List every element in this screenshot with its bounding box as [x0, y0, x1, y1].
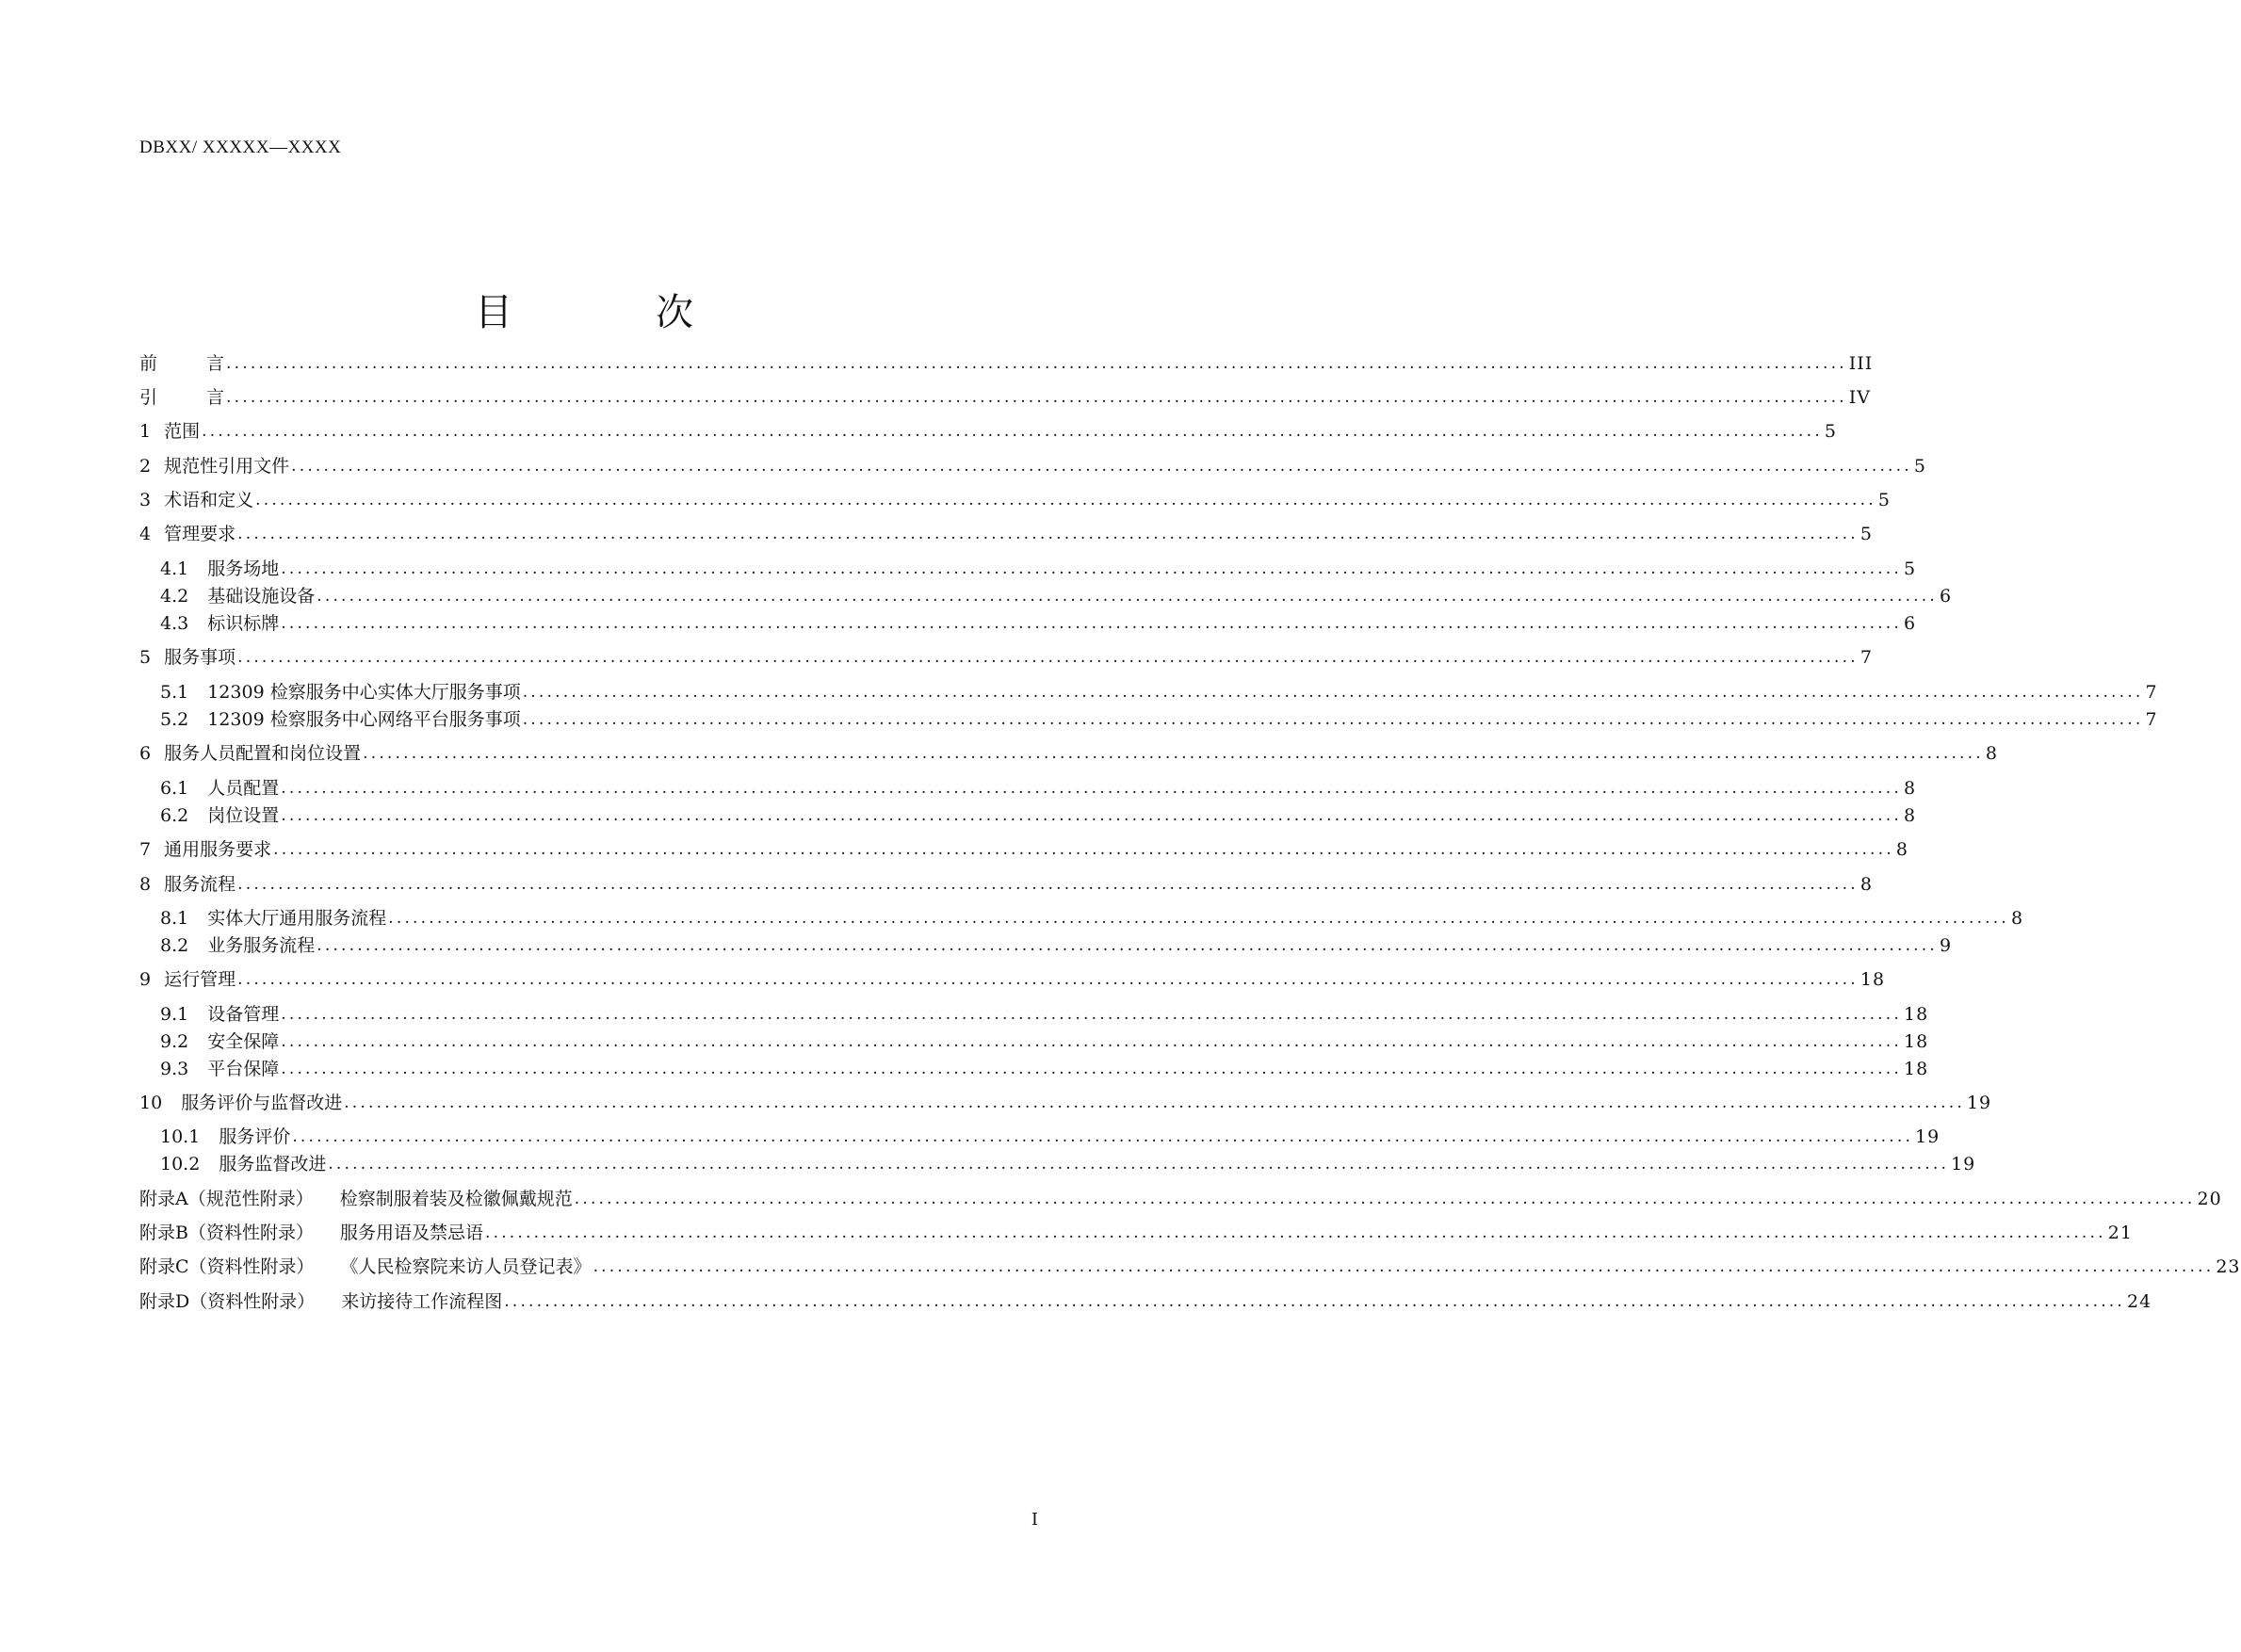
toc-entry-number: 1	[139, 421, 152, 442]
toc-entry[interactable]	[160, 931, 1953, 960]
toc-entry-number: 7	[139, 839, 152, 860]
toc-entry-page: 5	[1913, 456, 1926, 477]
toc-entry[interactable]	[139, 739, 1998, 768]
toc-entry[interactable]	[139, 1089, 1992, 1117]
toc-entry-number: 5.2	[160, 709, 189, 730]
toc-dot-leader: ........................................................................................................................................................................................................	[226, 354, 1847, 373]
toc-entry-number: 9.2	[160, 1031, 189, 1052]
toc-entry-page: 24	[2127, 1291, 2152, 1312]
toc-dot-leader: ........................................................................................................................................................................................................	[273, 840, 1894, 859]
toc-entry-page: 8	[1859, 874, 1873, 895]
toc-entry-page: 5	[1859, 524, 1873, 544]
toc-entry-number: 引	[139, 387, 158, 408]
toc-dot-leader: ........................................................................................................................................................................................................	[344, 1093, 1965, 1112]
toc-entry[interactable]	[160, 609, 1917, 638]
toc-entry-page: 21	[2107, 1223, 2133, 1243]
toc-dot-leader: ........................................................................................................................................................................................................	[281, 1060, 1902, 1078]
toc-entry-page: IV	[1848, 387, 1872, 408]
toc-entry-page: 18	[1904, 1004, 1929, 1025]
toc-entry-page: 18	[1904, 1031, 1929, 1052]
toc-dot-leader: ........................................................................................................................................................................................................	[317, 587, 1938, 606]
toc-dot-leader: ........................................................................................................................................................................................................	[292, 1127, 1914, 1146]
toc-entry-number: 2	[139, 456, 152, 477]
toc-entry[interactable]	[139, 835, 1908, 864]
toc-dot-leader: ........................................................................................................................................................................................................	[317, 936, 1938, 955]
toc-entry[interactable]	[160, 705, 2158, 734]
toc-entry-number: 8.1	[160, 908, 189, 929]
toc-dot-leader: ........................................................................................................................................................................................................	[522, 710, 2144, 729]
toc-entry-label: 检察制服着装及检徽佩戴规范	[339, 1189, 573, 1209]
toc-entry-number: 附录B（资料性附录）	[139, 1223, 314, 1243]
toc-entry-label: 服务评价	[219, 1126, 291, 1147]
toc-entry-label: 服务监督改进	[219, 1154, 327, 1174]
toc-entry[interactable]	[139, 965, 1886, 994]
toc-dot-leader: ........................................................................................................................................................................................................	[226, 388, 1847, 407]
toc-entry-label: 服务流程	[164, 874, 236, 895]
toc-dot-leader: ........................................................................................................................................................................................................	[281, 1005, 1902, 1024]
toc-dot-leader: ........................................................................................................................................................................................................	[388, 909, 2009, 928]
toc-entry-label: 标识标牌	[207, 613, 280, 634]
toc-entry-page: 5	[1824, 421, 1837, 442]
toc-entry-number: 10.1	[160, 1126, 201, 1147]
toc-entry-label: 术语和定义	[164, 490, 254, 510]
toc-entry-number: 前	[139, 353, 158, 374]
toc-entry[interactable]	[160, 678, 2158, 706]
toc-entry-page: III	[1848, 353, 1874, 374]
toc-entry-label: 《人民检察院来访人员登记表》	[340, 1256, 592, 1277]
toc-entry-label: 规范性引用文件	[164, 456, 290, 477]
toc-entry-number: 附录A（规范性附录）	[139, 1189, 314, 1209]
toc-entry[interactable]	[139, 417, 1837, 445]
toc-entry[interactable]	[139, 1185, 2222, 1213]
toc-dot-leader: ........................................................................................................................................................................................................	[281, 559, 1902, 578]
toc-entry-label: 言	[171, 353, 225, 374]
toc-entry-page: 18	[1859, 969, 1886, 990]
toc-entry[interactable]	[139, 643, 1873, 672]
toc-entry-label: 服务用语及禁忌语	[339, 1223, 483, 1243]
toc-entry-label: 岗位设置	[207, 805, 280, 826]
toc-entry-label: 服务人员配置和岗位设置	[164, 743, 362, 764]
toc-entry-page: 8	[1904, 805, 1917, 826]
toc-entry[interactable]	[160, 774, 1917, 802]
toc-dot-leader: ........................................................................................................................................................................................................	[237, 970, 1859, 989]
toc-entry-label: 12309 检察服务中心网络平台服务事项	[207, 709, 521, 730]
toc-entry[interactable]	[139, 1219, 2133, 1247]
toc-entry-number: 10	[139, 1093, 163, 1113]
toc-entry-label: 实体大厅通用服务流程	[207, 908, 387, 929]
toc-entry[interactable]	[160, 1123, 1941, 1151]
toc-entry-page: 8	[1895, 839, 1908, 860]
toc-entry-number: 3	[139, 490, 152, 510]
toc-entry-page: 7	[2145, 709, 2158, 730]
page-number: I	[1031, 1510, 1038, 1530]
toc-entry-label: 12309 检察服务中心实体大厅服务事项	[207, 682, 521, 703]
toc-dot-leader: ........................................................................................................................................................................................................	[237, 648, 1859, 667]
page-title: 目 次	[475, 291, 746, 334]
toc-dot-leader: ........................................................................................................................................................................................................	[363, 744, 1984, 763]
toc-entry-number: 10.2	[160, 1154, 201, 1174]
toc-entry-page: 5	[1877, 490, 1891, 510]
toc-entry-label: 设备管理	[207, 1004, 280, 1025]
toc-entry[interactable]	[160, 1150, 1976, 1178]
toc-entry[interactable]	[160, 582, 1953, 610]
toc-entry-label: 服务场地	[207, 559, 280, 579]
toc-entry-number: 9.3	[160, 1059, 189, 1079]
toc-entry[interactable]	[160, 1028, 1929, 1056]
toc-entry-page: 18	[1904, 1059, 1929, 1079]
toc-entry-page: 8	[1904, 778, 1917, 799]
toc-entry-number: 6	[139, 743, 152, 764]
toc-entry-page: 9	[1940, 935, 1953, 956]
toc-entry-page: 6	[1904, 613, 1917, 634]
toc-dot-leader: ........................................................................................................................................................................................................	[281, 806, 1902, 825]
toc-entry-page: 6	[1940, 586, 1953, 607]
toc-entry-page: 8	[2011, 908, 2024, 929]
toc-dot-leader: ........................................................................................................................................................................................................	[574, 1190, 2196, 1208]
toc-entry-number: 9.1	[160, 1004, 189, 1025]
toc-dot-leader: ........................................................................................................................................................................................................	[593, 1257, 2215, 1276]
toc-entry-number: 附录D（资料性附录）	[139, 1291, 316, 1312]
toc-dot-leader: ........................................................................................................................................................................................................	[522, 683, 2144, 702]
toc-entry[interactable]	[139, 486, 1891, 514]
toc-dot-leader: ........................................................................................................................................................................................................	[291, 457, 1912, 476]
toc-entry[interactable]	[160, 904, 2024, 932]
toc-entry-label: 安全保障	[207, 1031, 280, 1052]
toc-entry-label: 服务事项	[164, 647, 236, 668]
toc-entry[interactable]	[139, 1253, 2241, 1281]
toc-entry-number: 5.1	[160, 682, 189, 703]
toc-entry[interactable]	[160, 1000, 1929, 1028]
toc-entry[interactable]	[139, 349, 1874, 378]
toc-dot-leader: ........................................................................................................................................................................................................	[281, 614, 1902, 633]
toc-entry-label: 基础设施设备	[207, 586, 316, 607]
toc-dot-leader: ........................................................................................................................................................................................................	[237, 875, 1859, 894]
toc-entry-page: 23	[2216, 1256, 2241, 1277]
toc-entry-page: 5	[1904, 559, 1917, 579]
toc-dot-leader: ........................................................................................................................................................................................................	[202, 422, 1823, 441]
toc-entry-page: 7	[2145, 682, 2158, 703]
toc-entry-page: 20	[2197, 1189, 2222, 1209]
toc-entry-number: 4.3	[160, 613, 189, 634]
toc-entry-page: 19	[1951, 1154, 1976, 1174]
toc-entry-number: 6.1	[160, 778, 189, 799]
toc-entry-number: 9	[139, 969, 152, 990]
toc-entry-label: 人员配置	[207, 778, 280, 799]
toc-dot-leader: ........................................................................................................................................................................................................	[237, 525, 1859, 543]
toc-entry-label: 言	[171, 387, 225, 408]
toc-entry[interactable]	[139, 383, 1872, 412]
document-code-header: DBXX/ XXXXX—XXXX	[139, 138, 342, 157]
toc-entry-label: 业务服务流程	[207, 935, 316, 956]
toc-entry-page: 7	[1859, 647, 1873, 668]
toc-dot-leader: ........................................................................................................................................................................................................	[504, 1292, 2126, 1311]
toc-entry[interactable]	[139, 452, 1926, 480]
toc-entry-number: 6.2	[160, 805, 189, 826]
toc-entry-label: 运行管理	[164, 969, 236, 990]
toc-entry[interactable]	[160, 802, 1917, 830]
toc-entry[interactable]	[139, 520, 1873, 548]
toc-dot-leader: ........................................................................................................................................................................................................	[281, 1032, 1902, 1051]
toc-entry-number: 4.2	[160, 586, 189, 607]
toc-entry-number: 8	[139, 874, 152, 895]
toc-entry-page: 8	[1985, 743, 1998, 764]
toc-entry-page: 19	[1966, 1093, 1992, 1113]
toc-entry-number: 4.1	[160, 559, 189, 579]
toc-entry-label: 平台保障	[207, 1059, 280, 1079]
toc-entry-number: 5	[139, 647, 152, 668]
toc-entry-label: 通用服务要求	[164, 839, 272, 860]
toc-entry-label: 来访接待工作流程图	[341, 1291, 503, 1312]
toc-entry-label: 管理要求	[164, 524, 236, 544]
toc-entry-number: 4	[139, 524, 152, 544]
toc-dot-leader: ........................................................................................................................................................................................................	[484, 1223, 2106, 1242]
toc-entry-label: 范围	[164, 421, 201, 442]
toc-entry[interactable]	[160, 1055, 1929, 1083]
toc-entry-page: 19	[1915, 1126, 1941, 1147]
toc-entry-number: 8.2	[160, 935, 189, 956]
toc-entry[interactable]	[139, 870, 1873, 899]
toc-entry-number: 附录C（资料性附录）	[139, 1256, 315, 1277]
toc-dot-leader: ........................................................................................................................................................................................................	[255, 491, 1876, 510]
toc-entry[interactable]	[160, 555, 1917, 583]
toc-entry[interactable]	[139, 1288, 2152, 1316]
toc-dot-leader: ........................................................................................................................................................................................................	[328, 1155, 1950, 1174]
toc-entry-label: 服务评价与监督改进	[181, 1093, 343, 1113]
toc-dot-leader: ........................................................................................................................................................................................................	[281, 779, 1902, 798]
